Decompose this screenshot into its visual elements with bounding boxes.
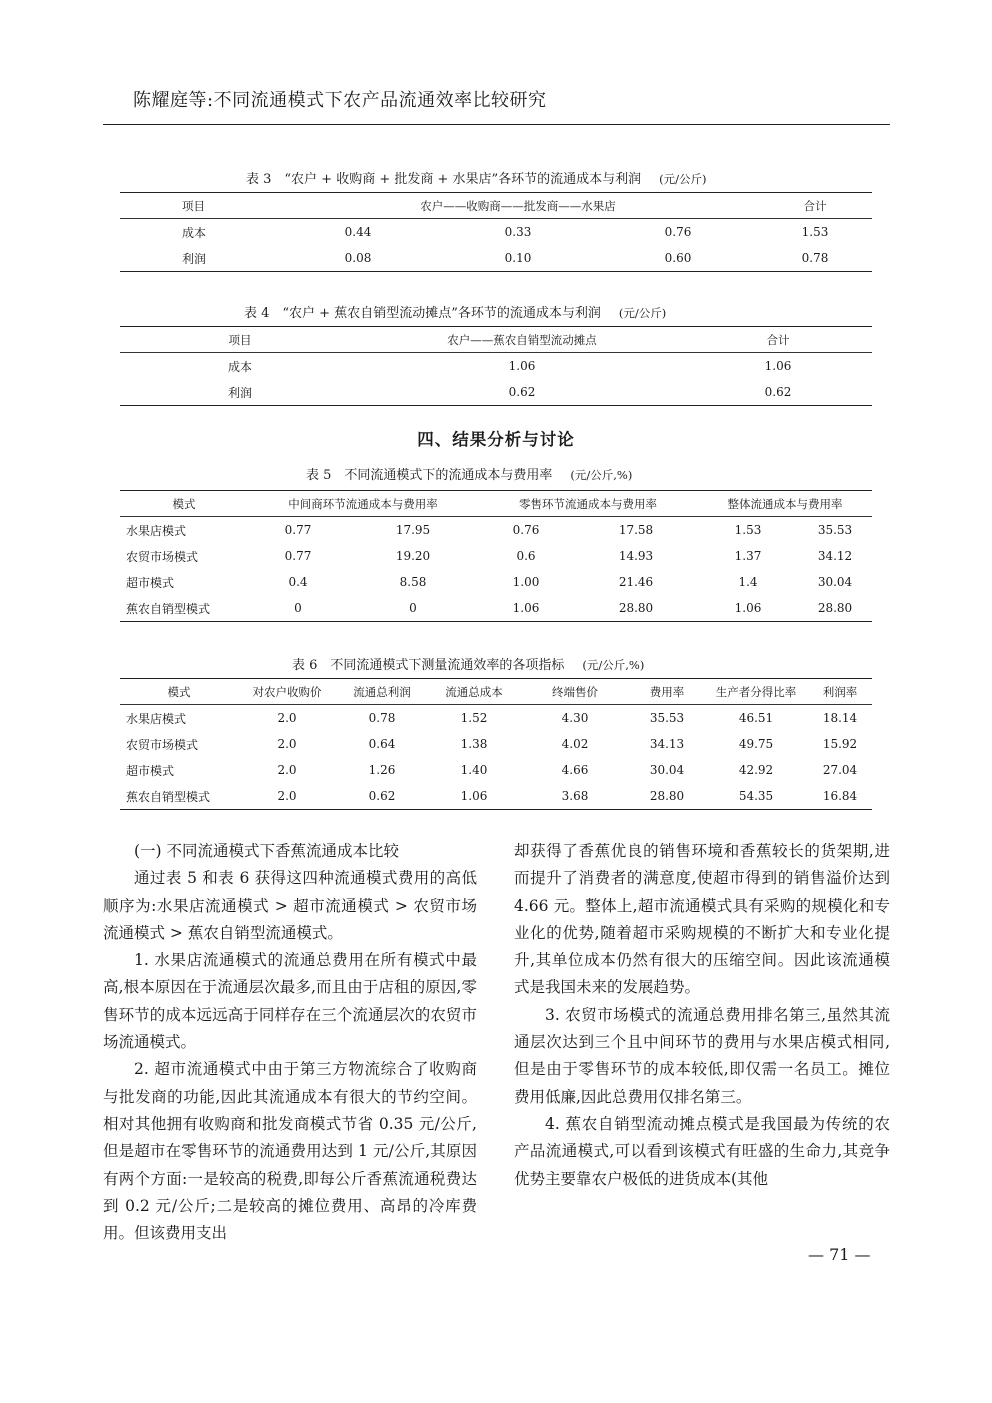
table6-title: 表 6 不同流通模式下测量流通效率的各项指标: [292, 658, 565, 673]
table-cell: 0.78: [801, 251, 829, 265]
table-cell: 0.08: [344, 251, 372, 265]
table-cell: 0.78: [368, 711, 396, 725]
table-cell: 0.33: [504, 225, 532, 239]
table-cell: 0.76: [512, 523, 540, 537]
table-cell: 蕉农自销型模式: [126, 601, 211, 616]
table-cell: 1.40: [460, 763, 488, 777]
table3-unit: (元/公斤): [659, 172, 707, 186]
table-cell: 49.75: [738, 737, 774, 751]
table-cell: 34.12: [817, 549, 853, 563]
table-cell: 2.0: [277, 763, 297, 777]
table-cell: 0: [294, 601, 302, 615]
table6-header-profit-rate: 利润率: [808, 679, 872, 705]
table-cell: 17.95: [395, 523, 431, 537]
table-cell: 3.68: [561, 789, 589, 803]
body-column-right: [514, 838, 890, 1193]
table-cell: 2.0: [277, 737, 297, 751]
table-cell: 0.44: [344, 225, 372, 239]
table-cell: 1.37: [734, 549, 762, 563]
table-cell: 成本: [227, 359, 252, 374]
table-cell: 35.53: [649, 711, 685, 725]
table-row: [120, 783, 872, 810]
table4: [120, 326, 872, 406]
table-cell: 1.38: [460, 737, 488, 751]
paragraph: 2. 超市流通模式中由于第三方物流综合了收购商与批发商的功能,因此其流通成本有很大的节约空间。相对其他拥有收购商和批发商模式节省 0.35 元/公斤,但是超市在零售环节的流通费用达到 1 元/公斤,其原因有两个方面:一是较高的税费,即每公斤香蕉流通税费达到 0.2 元/公斤;二是较高的摊位费用、高昂的冷库费用。但该费用支出: [103, 1060, 477, 1243]
section-title: 四、结果分析与讨论: [417, 430, 575, 449]
table-row: [120, 705, 872, 732]
table-cell: 1.4: [738, 575, 758, 589]
table-cell: 超市模式: [126, 763, 175, 778]
table-cell: 利润: [182, 251, 207, 266]
table-cell: 农贸市场模式: [126, 737, 199, 752]
table-cell: 14.93: [618, 549, 654, 563]
table-cell: 16.84: [822, 789, 858, 803]
table5-caption: [306, 464, 632, 483]
table5: [120, 490, 872, 622]
table-cell: 21.46: [618, 575, 654, 589]
table-cell: 30.04: [817, 575, 853, 589]
table5-title: 表 5 不同流通模式下的流通成本与费用率: [306, 468, 553, 483]
table-cell: 30.04: [649, 763, 685, 777]
table-cell: 蕉农自销型模式: [126, 789, 211, 804]
table3-header-chain: 农户——收购商——批发商——水果店: [278, 193, 758, 219]
table-cell: 0.10: [504, 251, 532, 265]
table-cell: 0.77: [284, 523, 312, 537]
table-cell: 8.58: [399, 575, 427, 589]
table-cell: 1.06: [764, 359, 792, 373]
table4-header-total: 合计: [684, 327, 872, 353]
table6-caption: [292, 654, 644, 673]
paragraph: 却获得了香蕉优良的销售环境和香蕉较长的货架期,进而提升了消费者的满意度,使超市得到的销售溢价达到 4.66 元。整体上,超市流通模式具有采购的规模化和专业化的优势,随着超市采购规模的不断扩大和专业化提升,其单位成本仍然有很大的压缩空间。因此该流通模式是我国未来的发展趋势。: [514, 842, 890, 997]
table5-header-overall: 整体流通成本与费用率: [698, 491, 872, 517]
table-cell: 35.53: [817, 523, 853, 537]
table3-caption: [246, 168, 707, 187]
table6-header-mode: 模式: [120, 679, 238, 705]
table-cell: 0.62: [368, 789, 396, 803]
table5-header-middle: 中间商环节流通成本与费用率: [248, 491, 478, 517]
table6-header-purchase: 对农户收购价: [238, 679, 336, 705]
table-cell: 2.0: [277, 711, 297, 725]
table-cell: 成本: [182, 225, 207, 240]
table6-header-producer-share: 生产者分得比率: [704, 679, 808, 705]
table-cell: 46.51: [738, 711, 774, 725]
table3: [120, 192, 872, 272]
table-row: [120, 219, 872, 246]
header-rule: [103, 124, 890, 125]
table4-header-chain: 农户——蕉农自销型流动摊点: [360, 327, 684, 353]
table-cell: 4.66: [561, 763, 589, 777]
table-cell: 17.58: [618, 523, 654, 537]
table6-header-cost: 流通总成本: [428, 679, 520, 705]
paragraph: 4. 蕉农自销型流动摊点模式是我国最为传统的农产品流通模式,可以看到该模式有旺盛的生命力,其竞争优势主要靠农户极低的进货成本(其他: [514, 1114, 890, 1188]
paragraph: 3. 农贸市场模式的流通总费用排名第三,虽然其流通层次达到三个且中间环节的费用与水果店模式相同,但是由于零售环节的成本较低,即仅需一名员工。摊位费用低廉,因此总费用仅排名第三。: [514, 1005, 890, 1106]
table-cell: 1.26: [368, 763, 396, 777]
table-cell: 28.80: [618, 601, 654, 615]
table-row: [120, 595, 872, 622]
table-cell: 2.0: [277, 789, 297, 803]
table-cell: 水果店模式: [126, 711, 187, 726]
table-row: [120, 543, 872, 569]
table-cell: 28.80: [649, 789, 685, 803]
table6: [120, 678, 872, 810]
table-cell: 1.53: [734, 523, 762, 537]
table-cell: 42.92: [738, 763, 774, 777]
table-cell: 4.02: [561, 737, 589, 751]
table5-unit: (元/公斤,%): [570, 468, 633, 482]
body-column-left: [103, 838, 477, 1247]
table4-unit: (元/公斤): [618, 306, 667, 320]
table6-header-profit: 流通总利润: [336, 679, 428, 705]
paragraph: 1. 水果店流通模式的流通总费用在所有模式中最高,根本原因在于流通层次最多,而且由于店租的原因,零售环节的成本远远高于同样存在三个流通层次的农贸市场流通模式。: [103, 951, 477, 1052]
table3-header-item: 项目: [120, 193, 278, 219]
table-cell: 1.00: [512, 575, 540, 589]
table-cell: 超市模式: [126, 575, 175, 590]
table-row: [120, 517, 872, 544]
table-row: [120, 757, 872, 783]
running-header: 陈耀庭等:不同流通模式下农产品流通效率比较研究: [133, 90, 547, 111]
table-cell: 农贸市场模式: [126, 549, 199, 564]
table-row: [120, 731, 872, 757]
table-cell: 水果店模式: [126, 523, 187, 538]
table-cell: 1.06: [508, 359, 536, 373]
table-cell: 27.04: [822, 763, 858, 777]
table-row: [120, 353, 872, 380]
table-cell: 利润: [227, 385, 252, 400]
table3-header-total: 合计: [758, 193, 872, 219]
table4-title: 表 4 “农户 + 蕉农自销型流动摊点”各环节的流通成本与利润: [244, 306, 601, 321]
table-cell: 0.76: [664, 225, 692, 239]
table-cell: 18.14: [822, 711, 858, 725]
subsection-heading: (一) 不同流通模式下香蕉流通成本比较: [134, 842, 400, 860]
table-cell: 34.13: [649, 737, 685, 751]
table6-header-price: 终端售价: [520, 679, 630, 705]
page-number: — 71 —: [808, 1245, 871, 1264]
table-row: [120, 379, 872, 406]
table-cell: 28.80: [817, 601, 853, 615]
table-cell: 0.62: [764, 385, 792, 399]
table-cell: 0.77: [284, 549, 312, 563]
table-cell: 1.06: [460, 789, 488, 803]
table-cell: 1.06: [734, 601, 762, 615]
table3-title: 表 3 “农户 + 收购商 + 批发商 + 水果店”各环节的流通成本与利润: [246, 172, 642, 187]
paragraph: 通过表 5 和表 6 获得这四种流通模式费用的高低顺序为:水果店流通模式 > 超市流通模式 > 农贸市场流通模式 > 蕉农自销型流通模式。: [103, 869, 477, 942]
table-cell: 4.30: [561, 711, 589, 725]
table-row: [120, 569, 872, 595]
table-cell: 0.4: [288, 575, 308, 589]
table5-header-retail: 零售环节流通成本与费用率: [478, 491, 698, 517]
table6-header-expense-rate: 费用率: [630, 679, 704, 705]
table-cell: 0.64: [368, 737, 396, 751]
table-cell: 0: [409, 601, 417, 615]
table-cell: 0.6: [516, 549, 536, 563]
table4-caption: [244, 302, 666, 321]
table6-unit: (元/公斤,%): [582, 658, 645, 672]
table-cell: 1.53: [801, 225, 829, 239]
table-cell: 0.62: [508, 385, 536, 399]
table-cell: 1.06: [512, 601, 540, 615]
table5-header-mode: 模式: [120, 491, 248, 517]
table4-header-item: 项目: [120, 327, 360, 353]
table-cell: 0.60: [664, 251, 692, 265]
table-cell: 54.35: [738, 789, 774, 803]
table-cell: 1.52: [460, 711, 488, 725]
table-row: [120, 245, 872, 272]
table-cell: 19.20: [395, 549, 431, 563]
table-cell: 15.92: [822, 737, 858, 751]
